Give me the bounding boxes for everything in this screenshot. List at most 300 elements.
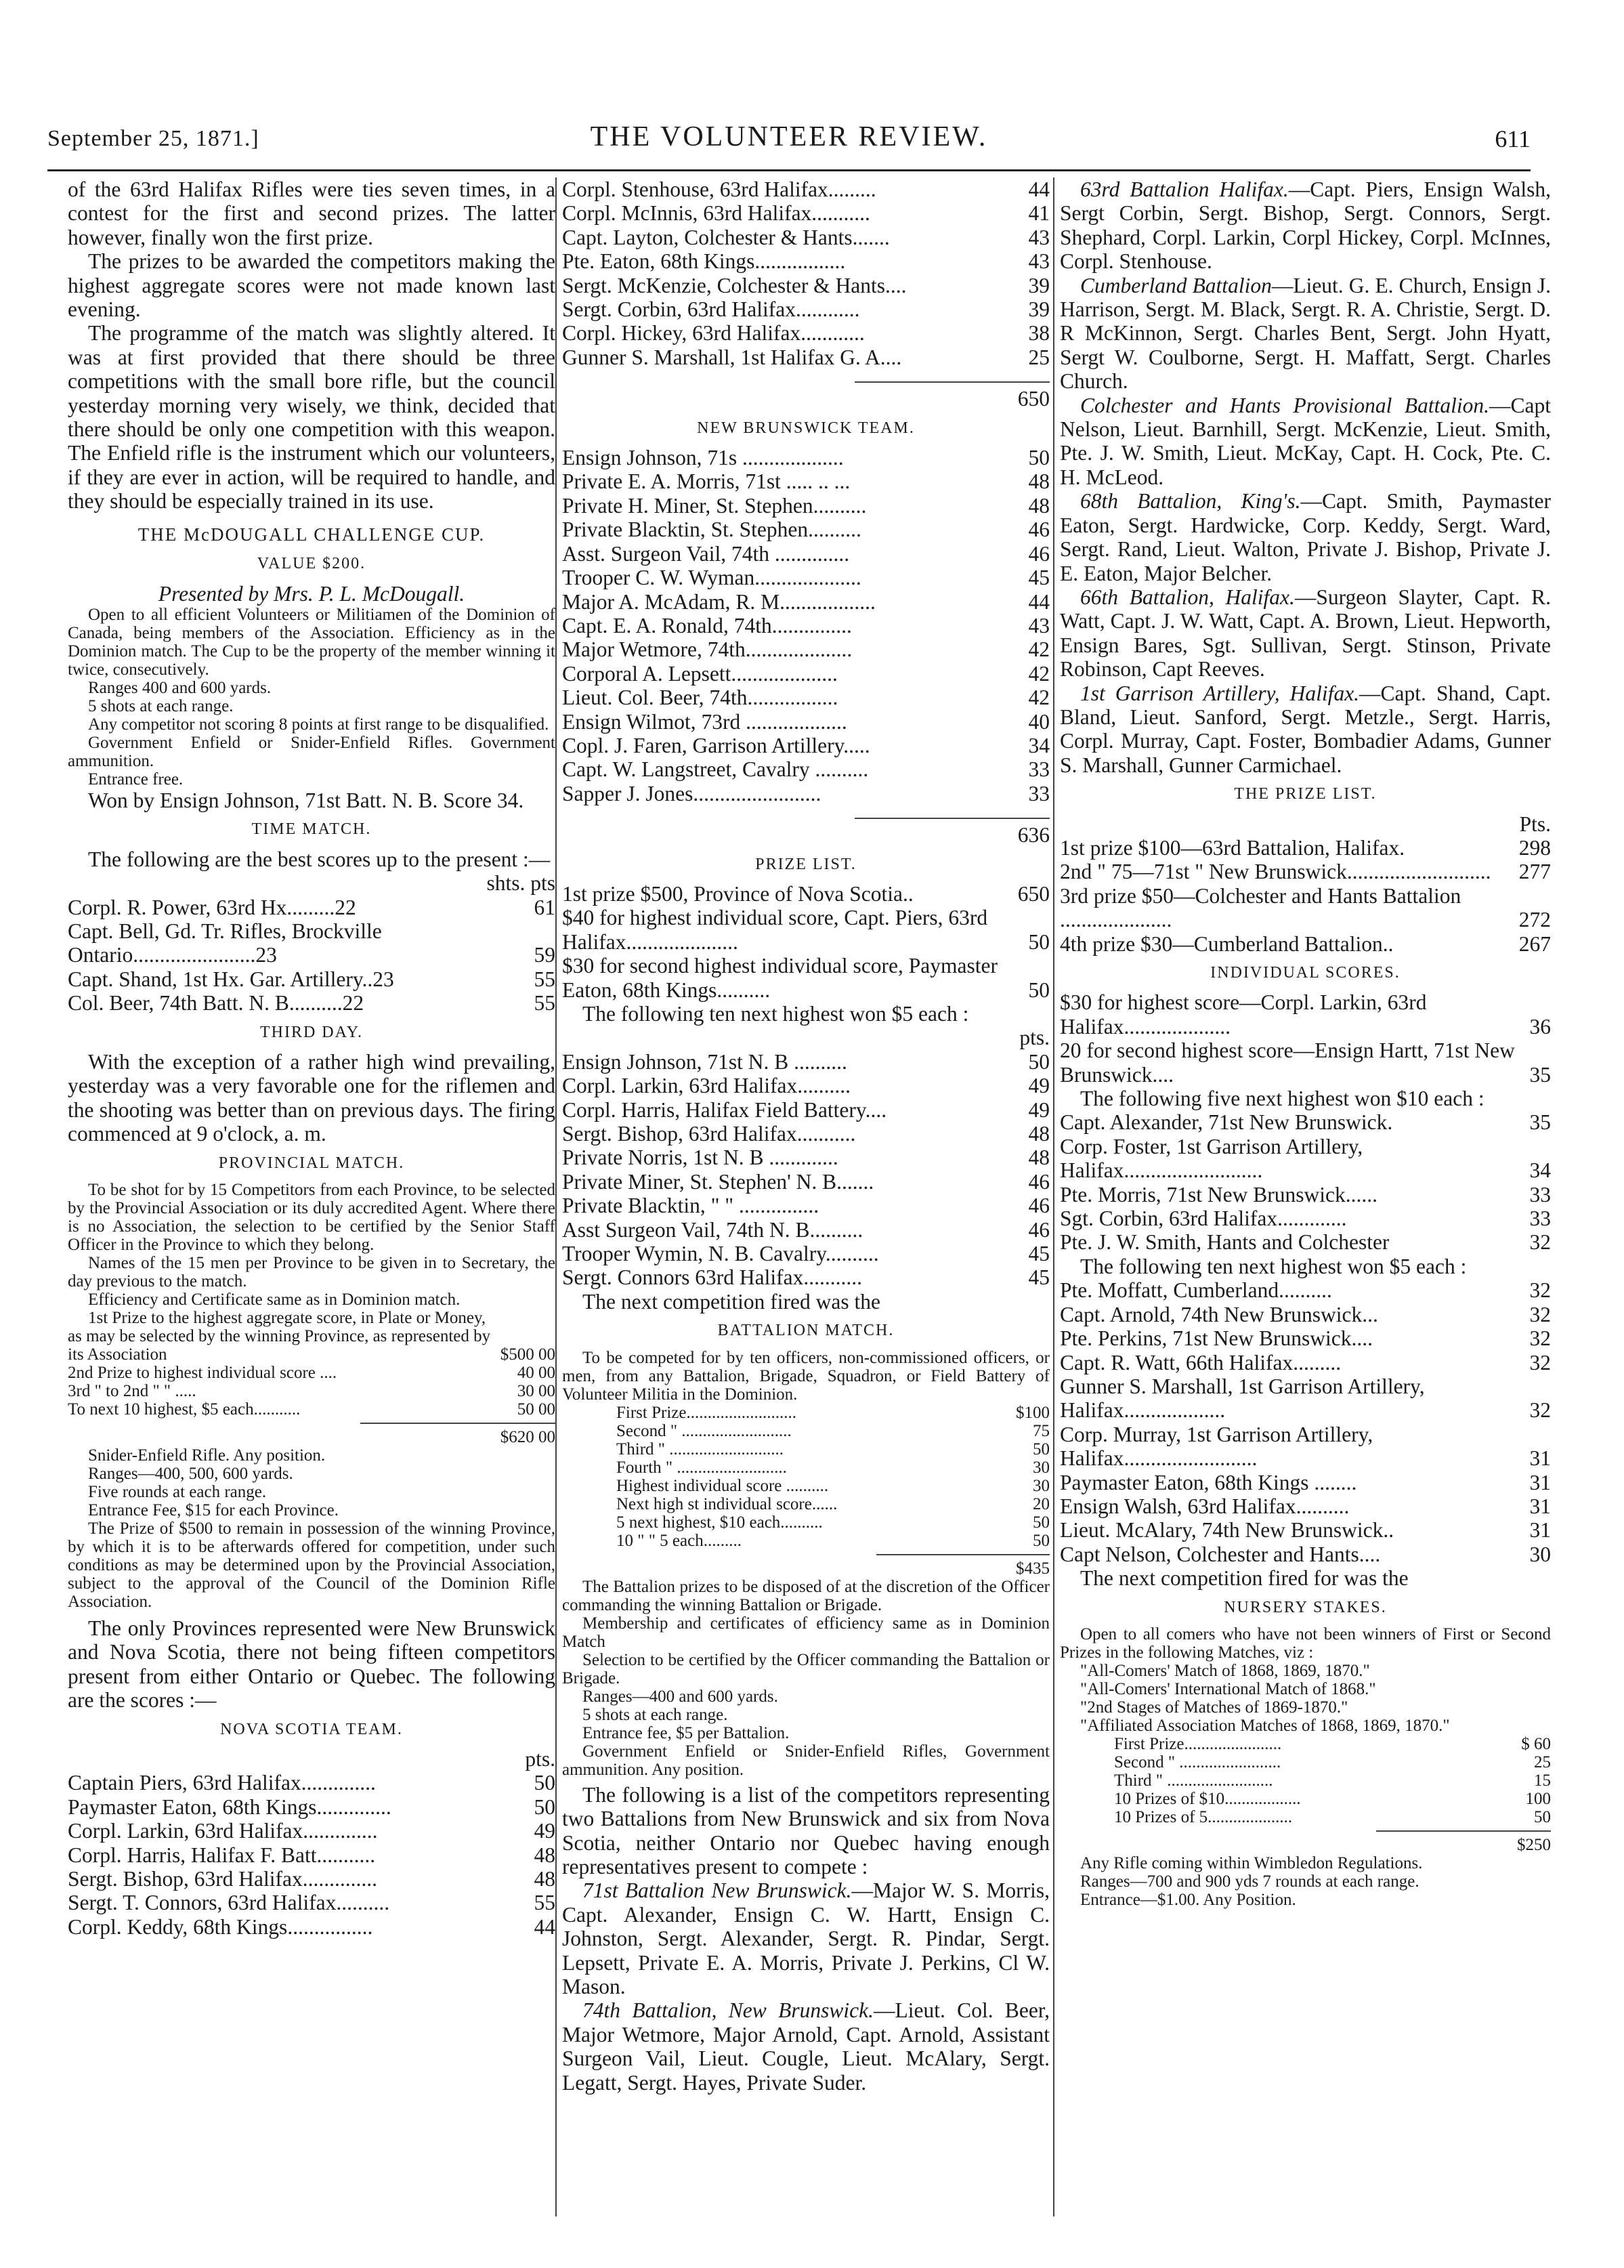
score-value: 43	[1028, 613, 1050, 637]
prize-value: 35	[1529, 1062, 1551, 1087]
score-name: Gunner S. Marshall, 1st Garrison Artillery, Halifax...................	[1060, 1374, 1425, 1423]
prize-row	[1114, 1771, 1551, 1790]
prize-name: $40 for highest individual score, Capt. Piers, 63rd Halifax.....................	[562, 906, 988, 954]
prize-value: 267	[1518, 931, 1551, 956]
battalion-members: —Lieut. G. E. Church, Ensign J. Harrison, Sergt. M. Black, Sergt. R. A. Christie, Sergt. D. R McKinnon, Sergt. Charles Bent, Sergt. John Hyatt, Sergt W. Coulborne, Sergt. H. Maffatt, Sergt. Charles Church.	[1060, 273, 1551, 394]
score-value: 46	[1028, 1194, 1050, 1218]
paragraph: The next competition fired for was the	[1080, 1566, 1409, 1591]
score-row	[562, 494, 1050, 518]
score-row	[562, 518, 1050, 541]
score-value: 32	[1529, 1350, 1551, 1374]
section-heading: THIRD DAY.	[259, 1023, 364, 1041]
rule-text: "All-Comers' International Match of 1868."	[1080, 1679, 1376, 1698]
battalion-members: —Major W. S. Morris, Capt. Alexander, Ensign C. W. Hartt, Ensign C. Johnston, Sergt. Alexander, Sergt. R. Pindar, Sergt. Lepsett, Private E. A. Morris, Private J. Perkins, Cl W. Mason.	[562, 1878, 1050, 1998]
prize-row	[1114, 1753, 1551, 1771]
score-name: Capt. Bell, Gd. Tr. Rifles, Brockville Ontario.......................23	[68, 919, 382, 967]
prize-name: 3rd prize $50—Colchester and Hants Battalion .....................	[1060, 883, 1461, 932]
rule-text: The Battalion prizes to be disposed of at the discretion of the Officer commanding the winning Battalion or Brigade.	[562, 1577, 1050, 1614]
paragraph: The following ten next highest won $5 each :	[1080, 1254, 1467, 1278]
paragraph: The next competition fired was the	[582, 1289, 880, 1314]
prize-value: $ 60	[1521, 1734, 1551, 1753]
prize-name: Fourth " ..........................	[616, 1458, 787, 1477]
rules-block	[68, 606, 555, 789]
score-name: Trooper C. W. Wyman....................	[562, 566, 861, 590]
prize-value: 36	[1529, 1014, 1551, 1038]
score-value: 34	[1529, 1158, 1551, 1183]
score-value: 44	[1028, 177, 1050, 201]
score-row	[68, 1795, 555, 1819]
prize-value: $500 00	[500, 1345, 555, 1364]
rule-text: Open to all efficient Volunteers or Militiamen of the Dominion of Canada, being members of the Association. Efficiency as in the Dominion match. The Cup to be the property of the member winning it twice, consecutively.	[68, 605, 555, 679]
prize-value: 25	[1534, 1752, 1551, 1771]
paragraph: The following is a list of the competitors representing two Battalions from New Brunswick and six from Nova Scotia, neither Ontario nor Quebec having enough representatives present to compete :	[562, 1782, 1050, 1878]
rule-text: Snider-Enfield Rifle. Any position.	[88, 1446, 326, 1465]
prize-table	[1060, 1735, 1551, 1854]
prize-value: 298	[1518, 835, 1551, 860]
battalion-name: 63rd Battalion Halifax.	[1080, 177, 1289, 201]
score-row	[1060, 1183, 1551, 1206]
subheading: Presented by Mrs. P. L. McDougall.	[158, 581, 465, 606]
prize-row	[616, 1477, 1050, 1495]
score-name: Corpl. Keddy, 68th Kings................	[68, 1914, 373, 1939]
score-value: 48	[1028, 493, 1050, 518]
score-name: Private Blacktin, " " ...............	[562, 1194, 819, 1218]
score-name: Gunner S. Marshall, 1st Halifax G. A....	[562, 345, 902, 369]
prize-name: 1st prize $100—63rd Battalion, Halifax.	[1060, 835, 1405, 860]
prize-name: 10 " " 5 each.........	[616, 1531, 742, 1550]
column-header: pts.	[1019, 1026, 1050, 1050]
battalion-name: 66th Battalion, Halifax.	[1080, 585, 1295, 609]
battalion-members: —Capt. Smith, Paymaster Eaton, Sergt. Hardwicke, Corp. Keddy, Sergt. Ward, Sergt. Rand, Lieut. Walton, Private J. Bishop, Private J. E. Eaton, Major Belcher.	[1060, 489, 1551, 585]
battalion-roster	[1060, 681, 1551, 778]
score-value: 48	[1028, 1122, 1050, 1146]
score-name: Corporal A. Lepsett....................	[562, 661, 838, 686]
score-name: Lieut. McAlary, 74th New Brunswick..	[1060, 1518, 1394, 1542]
score-value: 32	[1529, 1326, 1551, 1351]
score-row	[562, 345, 1050, 369]
prize-name: 1st prize $500, Province of Nova Scotia..	[562, 881, 914, 906]
score-row	[562, 297, 1050, 321]
score-name: Lieut. Col. Beer, 74th.................	[562, 686, 838, 710]
battalion-members: —Capt. Shand, Capt. Bland, Lieut. Sanford, Sergt. Metzle., Sergt. Harris, Corpl. Murray, Capt. Foster, Bombadier Adams, Gunner S. Marshall, Gunner Carmichael.	[1060, 681, 1551, 777]
header-page-number: 611	[1495, 125, 1531, 152]
score-value: 55	[534, 991, 555, 1015]
score-name: Pte. Morris, 71st New Brunswick......	[1060, 1182, 1377, 1206]
score-row	[1060, 1206, 1551, 1230]
score-row	[68, 919, 555, 967]
score-value: 33	[1529, 1182, 1551, 1206]
prize-name: Next high st individual score......	[616, 1494, 838, 1513]
score-value: 32	[1529, 1398, 1551, 1423]
score-row	[562, 201, 1050, 225]
score-row	[562, 662, 1050, 686]
score-name: Pte. Moffatt, Cumberland..........	[1060, 1278, 1332, 1303]
paragraph: The following ten next highest won $5 each :	[582, 1002, 969, 1026]
score-row	[562, 1050, 1050, 1074]
score-name: Ensign Johnson, 71st N. B ..........	[562, 1049, 847, 1074]
score-name: Capt. Arnold, 74th New Brunswick...	[1060, 1302, 1378, 1326]
prize-value: 50	[1028, 978, 1050, 1002]
prize-row	[562, 882, 1050, 906]
score-row	[68, 1915, 555, 1939]
score-name: Corpl. Harris, Halifax Field Battery....	[562, 1097, 887, 1122]
score-name: Trooper Wymin, N. B. Cavalry..........	[562, 1242, 879, 1266]
score-row	[562, 1170, 1050, 1194]
rule-text: Ranges—400 and 600 yards.	[582, 1687, 778, 1706]
score-value: 48	[534, 1867, 555, 1891]
prize-name: Second " ........................	[1114, 1752, 1281, 1771]
score-name: Corpl. Larkin, 63rd Halifax..............	[68, 1819, 378, 1843]
score-row	[562, 590, 1050, 614]
battalion-name: 71st Battalion New Brunswick.	[582, 1878, 852, 1903]
score-name: Copl. J. Faren, Garrison Artillery.....	[562, 733, 870, 757]
score-value: 42	[1028, 686, 1050, 710]
score-row	[562, 1242, 1050, 1265]
score-name: Asst Surgeon Vail, 74th N. B..........	[562, 1217, 863, 1242]
score-name: Capt. Layton, Colchester & Hants.......	[562, 225, 890, 249]
score-name: Corpl. Larkin, 63rd Halifax..........	[562, 1074, 851, 1098]
score-name: Private Norris, 1st N. B .............	[562, 1146, 838, 1170]
prize-name: 5 next highest, $10 each..........	[616, 1513, 823, 1532]
score-row	[562, 1146, 1050, 1169]
score-row	[562, 614, 1050, 637]
prize-row	[68, 1364, 555, 1382]
score-value: 46	[1028, 541, 1050, 566]
prize-row	[616, 1404, 1050, 1422]
score-name: Major A. McAdam, R. M..................	[562, 589, 876, 614]
rule-text: Any competitor not scoring 8 points at first range to be disqualified.	[88, 715, 549, 734]
sum-rule	[855, 818, 1050, 819]
prize-name: 20 for second highest score—Ensign Hartt, 71st New Brunswick....	[1060, 1038, 1515, 1087]
prize-value: 30 00	[517, 1382, 555, 1400]
score-value: 50	[534, 1771, 555, 1795]
prize-row	[1060, 860, 1551, 883]
prize-name: Third " ...........................	[616, 1440, 784, 1458]
prize-value: $100	[1016, 1403, 1050, 1422]
battalion-members: —Capt Nelson, Lieut. Barnhill, Sergt. McKenzie, Lieut. Smith, Pte. J. W. Smith, Lieut. McKay, Capt. H. Cock, Pte. C. H. McLeod.	[1060, 393, 1551, 489]
rule-text: Entrance fee, $5 per Battalion.	[582, 1723, 790, 1742]
prize-name: 2nd Prize to highest individual score ....	[68, 1364, 337, 1382]
prize-name: $30 for highest score—Corpl. Larkin, 63rd Halifax....................	[1060, 990, 1427, 1038]
rule-text: Entrance—$1.00. Any Position.	[1080, 1890, 1296, 1909]
score-value: 49	[534, 1819, 555, 1843]
rule-text: The Prize of $500 to remain in possession of the winning Province, by which it is to be afterwards offered for competition, under such conditions as may be determined upon by the Provincial Association, subject to the approval of the Council of the Dominion Rifle Association.	[68, 1519, 555, 1611]
score-name: Sergt. Bishop, 63rd Halifax..............	[68, 1867, 378, 1891]
score-value: 50	[1028, 1049, 1050, 1074]
score-name: Asst. Surgeon Vail, 74th ..............	[562, 541, 850, 566]
prize-name: First Prize.......................	[1114, 1734, 1282, 1753]
rule-text: Government Enfield or Snider-Enfield Rifles. Government ammunition.	[68, 733, 555, 770]
score-name: Corp. Foster, 1st Garrison Artillery, Halifax..........................	[1060, 1134, 1363, 1183]
score-name: Capt. Alexander, 71st New Brunswick.	[1060, 1110, 1393, 1135]
header-title: THE VOLUNTEER REVIEW.	[590, 121, 988, 152]
rule-text: 5 shots at each range.	[582, 1705, 728, 1724]
score-name: Private E. A. Morris, 71st ..... .. ...	[562, 469, 851, 494]
paragraph: Won by Ensign Johnson, 71st Batt. N. B. Score 34.	[88, 788, 524, 812]
prize-row	[68, 1309, 555, 1364]
battalion-roster	[1060, 394, 1551, 490]
section-heading: NURSERY STAKES.	[1224, 1598, 1387, 1616]
prize-row	[1114, 1790, 1551, 1808]
score-value: 39	[1028, 273, 1050, 297]
header-date: September 25, 1871.]	[47, 126, 259, 151]
prize-value: 272	[1518, 908, 1551, 932]
score-name: Corpl. Hickey, 63rd Halifax............	[562, 321, 865, 345]
prize-row	[616, 1440, 1050, 1458]
score-value: 42	[1028, 637, 1050, 662]
score-value: 55	[534, 1891, 555, 1915]
paragraph: The programme of the match was slightly altered. It was at first provided that there should be three competitions with the small bore rifle, but the council yesterday morning very wisely, we think, decided that there should be only one competition with this weapon. The Enfield rifle is the instrument which our volunteers, if they are ever in action, will be required to handle, and they should be especially trained in its use.	[68, 321, 555, 513]
prize-row	[616, 1422, 1050, 1440]
score-name: Sapper J. Jones........................	[562, 781, 821, 805]
score-row	[1060, 1351, 1551, 1374]
paragraph: of the 63rd Halifax Rifles were ties seven times, in a contest for the first and second prizes. The latter however, finally won the first prize.	[68, 177, 555, 249]
header-rule	[47, 169, 1531, 171]
prize-value: 100	[1525, 1789, 1551, 1808]
prize-row	[1060, 932, 1551, 956]
prize-name: Highest individual score ..........	[616, 1476, 829, 1495]
score-value: 45	[1028, 1265, 1050, 1290]
score-name: Corpl. Stenhouse, 63rd Halifax.........	[562, 177, 876, 201]
prize-row	[68, 1382, 555, 1400]
prize-row	[616, 1458, 1050, 1477]
score-value: 49	[1028, 1097, 1050, 1122]
score-name: Capt. Shand, 1st Hx. Gar. Artillery..23	[68, 967, 394, 991]
score-value: 48	[1028, 469, 1050, 494]
score-row	[562, 446, 1050, 469]
score-row	[562, 542, 1050, 566]
score-name: Private H. Miner, St. Stephen..........	[562, 493, 867, 518]
prize-row	[562, 906, 1050, 954]
rule-text: Entrance free.	[88, 770, 184, 789]
rule-text: Ranges 400 and 600 yards.	[88, 678, 272, 697]
score-value: 38	[1028, 321, 1050, 345]
column-divider	[1053, 177, 1054, 2217]
score-row	[68, 1771, 555, 1794]
score-row	[562, 757, 1050, 781]
score-value: 55	[534, 967, 555, 991]
score-name: Sergt. McKenzie, Colchester & Hants....	[562, 273, 907, 297]
prize-value: 15	[1534, 1771, 1551, 1790]
prize-value: 50	[1033, 1531, 1050, 1550]
score-name: Sergt. T. Connors, 63rd Halifax..........	[68, 1891, 390, 1915]
prize-name: 10 Prizes of $10..................	[1114, 1789, 1301, 1808]
prize-value: 30	[1033, 1458, 1050, 1477]
score-row	[562, 1265, 1050, 1289]
prize-value: 50 00	[517, 1400, 555, 1419]
score-name: Paymaster Eaton, 68th Kings..............	[68, 1794, 391, 1819]
score-row	[562, 1098, 1050, 1122]
prize-row	[1060, 990, 1551, 1038]
paragraph: With the exception of a rather high wind prevailing, yesterday was a very favorable one for the riflemen and the shooting was better than on previous days. The firing commenced at 9 o'clock, a. m.	[68, 1049, 555, 1146]
prize-name: 4th prize $30—Cumberland Battalion..	[1060, 931, 1394, 956]
score-name: Col. Beer, 74th Batt. N. B..........22	[68, 991, 364, 1015]
prize-row	[1114, 1808, 1551, 1826]
prize-value: 50	[1534, 1807, 1551, 1826]
page-header	[47, 121, 1531, 161]
prize-value: 650	[1017, 881, 1050, 906]
score-value: 25	[1028, 345, 1050, 369]
score-value: 48	[1028, 1146, 1050, 1170]
paragraph: The following are the best scores up to the present :—	[88, 847, 551, 871]
score-row	[1060, 1303, 1551, 1326]
score-value: 45	[1028, 566, 1050, 590]
score-value: 44	[1028, 589, 1050, 614]
rule-text: "2nd Stages of Matches of 1869-1870."	[1080, 1698, 1348, 1717]
prize-value: 50	[1033, 1440, 1050, 1458]
section-heading: NOVA SCOTIA TEAM.	[220, 1720, 403, 1738]
paragraph: The prizes to be awarded the competitors making the highest aggregate scores were not made known last evening.	[68, 249, 555, 322]
rules-block	[68, 1181, 555, 1611]
section-heading: PROVINCIAL MATCH.	[218, 1154, 405, 1172]
score-name: Corpl. McInnis, 63rd Halifax...........	[562, 201, 870, 226]
score-value: 31	[1529, 1518, 1551, 1542]
prize-row	[616, 1513, 1050, 1532]
column-3	[1060, 177, 1551, 1909]
column-1	[68, 177, 555, 1939]
score-row	[562, 321, 1050, 345]
score-row	[562, 782, 1050, 805]
score-row	[562, 1122, 1050, 1146]
prize-name: 10 Prizes of 5....................	[1114, 1807, 1293, 1826]
sum-rule	[876, 1554, 1050, 1555]
battalion-name: 74th Battalion, New Brunswick.	[582, 1998, 874, 2023]
battalion-name: Cumberland Battalion	[1080, 273, 1272, 297]
score-name: Sergt. Corbin, 63rd Halifax............	[562, 297, 860, 322]
prize-value: 20	[1033, 1494, 1050, 1513]
prize-value: 75	[1033, 1421, 1050, 1440]
prize-value: 40 00	[517, 1364, 555, 1382]
battalion-roster	[1060, 177, 1551, 274]
score-name: Paymaster Eaton, 68th Kings ........	[1060, 1470, 1357, 1494]
score-name: Ensign Walsh, 63rd Halifax..........	[1060, 1494, 1350, 1518]
score-name: Major Wetmore, 74th....................	[562, 637, 853, 662]
score-row	[562, 469, 1050, 493]
score-value: 61	[534, 895, 555, 919]
subheading: VALUE $200.	[257, 555, 366, 573]
rule-text: Ranges—700 and 900 yds 7 rounds at each range.	[1080, 1872, 1419, 1891]
rule-text: Selection to be certified by the Officer commanding the Battalion or Brigade.	[562, 1650, 1050, 1687]
score-value: 45	[1028, 1242, 1050, 1266]
score-row	[562, 1218, 1050, 1242]
score-value: 40	[1028, 709, 1050, 734]
prize-name: 1st Prize to the highest aggregate score, in Plate or Money, as may be selected by the winning Province, as represented by its Association	[68, 1309, 491, 1364]
score-name: Pte. Perkins, 71st New Brunswick....	[1060, 1326, 1373, 1351]
score-value: 30	[1529, 1542, 1551, 1566]
score-row	[562, 226, 1050, 249]
score-name: Capt. W. Langstreet, Cavalry ..........	[562, 757, 869, 782]
rule-text: To be shot for by 15 Competitors from each Province, to be selected by the Provincial Association or its duly accredited Agent. Where there is no Association, the selection to be certified by the Senior Staff Officer in the Province to which they belong.	[68, 1181, 555, 1254]
score-row	[68, 991, 555, 1015]
section-heading: BATTALION MATCH.	[717, 1322, 895, 1340]
score-row	[68, 1867, 555, 1891]
prize-row	[616, 1532, 1050, 1550]
score-value: 42	[1028, 661, 1050, 686]
score-name: Private Miner, St. Stephen' N. B.......	[562, 1169, 874, 1194]
score-name: Sgt. Corbin, 63rd Halifax.............	[1060, 1206, 1347, 1231]
rule-text: Five rounds at each range.	[88, 1483, 267, 1501]
rule-text: To be competed for by ten officers, non-commissioned officers, or men, from any Battalion, Brigade, Squadron, or Field Battery of Volunteer Militia in the Dominion.	[562, 1348, 1050, 1404]
score-row	[68, 1819, 555, 1843]
section-heading: THE McDOUGALL CHALLENGE CUP.	[137, 524, 486, 545]
score-name: Pte. J. W. Smith, Hants and Colchester	[1060, 1230, 1390, 1255]
score-value: 43	[1028, 225, 1050, 249]
score-name: Sergt. Connors 63rd Halifax...........	[562, 1265, 862, 1290]
team-total: 650	[1017, 387, 1050, 411]
score-name: Sergt. Bishop, 63rd Halifax...........	[562, 1122, 856, 1146]
score-name: Private Blacktin, St. Stephen..........	[562, 518, 861, 542]
rule-text: Government Enfield or Snider-Enfield Rifles, Government ammunition. Any position.	[562, 1742, 1050, 1779]
section-heading: THE PRIZE LIST.	[1234, 785, 1377, 803]
team-total: 636	[1017, 823, 1050, 847]
score-value: 41	[1028, 201, 1050, 226]
score-row	[68, 1891, 555, 1914]
score-row	[1060, 1518, 1551, 1542]
prize-table	[562, 1404, 1050, 1578]
rule-text: Efficiency and Certificate same as in Dominion match.	[88, 1290, 461, 1309]
score-row	[562, 177, 1050, 201]
column-2	[562, 177, 1050, 2095]
score-value: 44	[534, 1914, 555, 1939]
score-row	[1060, 1471, 1551, 1494]
score-value: 43	[1028, 249, 1050, 274]
score-value: 50	[534, 1794, 555, 1819]
prize-row	[68, 1400, 555, 1419]
score-row	[562, 710, 1050, 734]
score-row	[562, 274, 1050, 297]
prize-total: $435	[1016, 1559, 1050, 1578]
score-name: Capt. R. Watt, 66th Halifax.........	[1060, 1350, 1342, 1374]
score-name: Ensign Wilmot, 73rd ...................	[562, 709, 847, 734]
score-row	[68, 1843, 555, 1867]
score-value: 46	[1028, 518, 1050, 542]
score-name: Capt Nelson, Colchester and Hants....	[1060, 1542, 1381, 1566]
rules-block	[1060, 1625, 1551, 1909]
score-row	[562, 1074, 1050, 1097]
prize-value: 50	[1033, 1513, 1050, 1532]
rule-text: Membership and certificates of efficiency same as in Dominion Match	[562, 1614, 1050, 1651]
prize-value: 277	[1518, 860, 1551, 884]
battalion-roster	[562, 1878, 1050, 1998]
section-heading: PRIZE LIST.	[755, 855, 857, 873]
score-value: 48	[534, 1843, 555, 1867]
score-value: 31	[1529, 1446, 1551, 1471]
score-value: 32	[1529, 1230, 1551, 1255]
score-row	[562, 686, 1050, 709]
rule-text: Names of the 15 men per Province to be given in to Secretary, the day previous to the match.	[68, 1254, 555, 1290]
score-value: 39	[1028, 297, 1050, 322]
score-row	[1060, 1326, 1551, 1350]
section-heading: INDIVIDUAL SCORES.	[1210, 964, 1401, 982]
section-heading: TIME MATCH.	[251, 820, 372, 839]
prize-name: To next 10 highest, $5 each...........	[68, 1400, 301, 1419]
score-name: Capt. E. A. Ronald, 74th...............	[562, 613, 852, 637]
score-value: 46	[1028, 1217, 1050, 1242]
prize-name: 2nd " 75—71st " New Brunswick...........................	[1060, 860, 1491, 884]
score-value: 32	[1529, 1278, 1551, 1303]
battalion-members: —Surgeon Slayter, Capt. R. Watt, Capt. J. W. Watt, Capt. A. Brown, Lieut. Hepworth, Ensign Bares, Sgt. Sullivan, Sergt. Stinson, Private Robinson, Capt Reeves.	[1060, 585, 1551, 681]
sum-rule	[360, 1423, 555, 1424]
prize-name: Second " ..........................	[616, 1421, 792, 1440]
score-row	[1060, 1135, 1551, 1183]
prize-total: $620 00	[500, 1428, 555, 1446]
score-name: Captain Piers, 63rd Halifax..............	[68, 1771, 376, 1795]
prize-row	[562, 954, 1050, 1002]
prize-name: $30 for second highest individual score, Paymaster Eaton, 68th Kings..........	[562, 954, 998, 1002]
score-row	[68, 967, 555, 991]
column-header: shts. pts	[486, 871, 555, 896]
sum-rule	[1376, 1830, 1551, 1832]
